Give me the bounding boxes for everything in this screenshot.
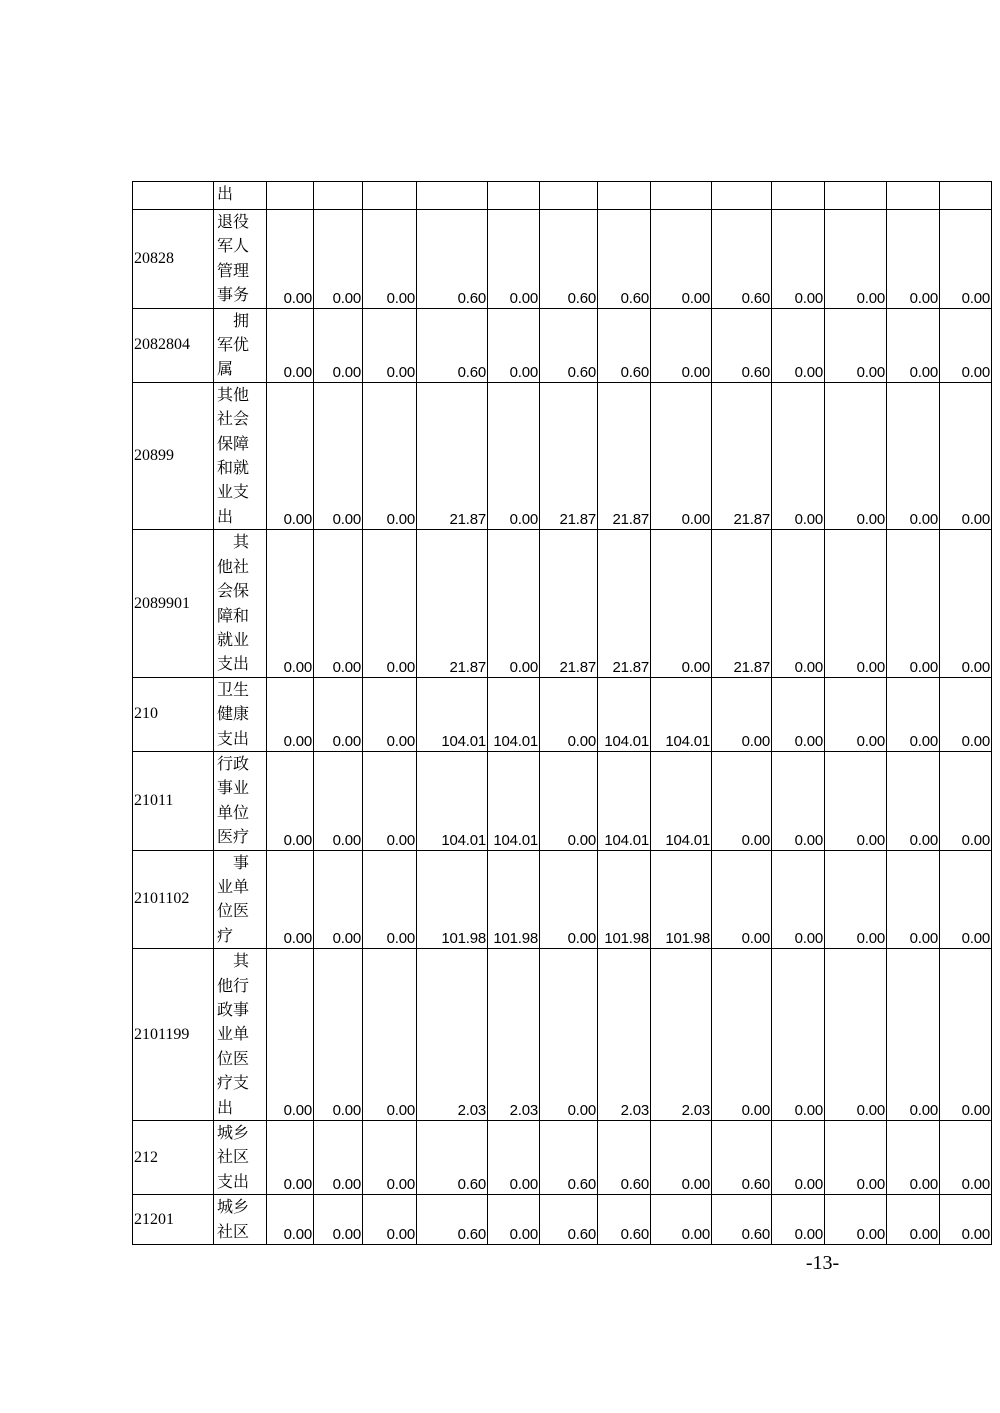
amount-cell: 21.87 bbox=[540, 382, 598, 529]
amount-cell: 0.60 bbox=[417, 1121, 488, 1195]
amount-cell: 21.87 bbox=[540, 530, 598, 677]
amount-cell: 0.00 bbox=[887, 751, 940, 850]
amount-cell: 0.00 bbox=[267, 677, 314, 751]
amount-cell: 0.00 bbox=[940, 751, 992, 850]
amount-cell bbox=[267, 182, 314, 210]
table-row bbox=[133, 1195, 992, 1245]
amount-cell: 0.60 bbox=[712, 1121, 772, 1195]
amount-cell: 0.00 bbox=[887, 382, 940, 529]
amount-cell: 2.03 bbox=[488, 949, 540, 1121]
subject-name-cell: 卫生健康支出 bbox=[214, 677, 267, 751]
amount-cell: 0.00 bbox=[540, 949, 598, 1121]
amount-cell: 104.01 bbox=[598, 751, 651, 850]
subject-code-cell: 2082804 bbox=[133, 308, 214, 382]
subject-name-cell: 拥军优属 bbox=[214, 308, 267, 382]
amount-cell: 0.00 bbox=[772, 850, 825, 949]
table-row bbox=[133, 308, 992, 382]
amount-cell: 0.00 bbox=[887, 850, 940, 949]
subject-code-cell: 2101199 bbox=[133, 949, 214, 1121]
amount-cell: 21.87 bbox=[598, 530, 651, 677]
amount-cell: 0.00 bbox=[825, 530, 887, 677]
table-row bbox=[133, 949, 992, 1121]
subject-name-cell: 事业单位医疗 bbox=[214, 850, 267, 949]
page-number: -13- bbox=[805, 1252, 840, 1274]
amount-cell bbox=[712, 182, 772, 210]
amount-cell: 0.00 bbox=[363, 850, 417, 949]
amount-cell: 0.60 bbox=[712, 308, 772, 382]
amount-cell: 0.60 bbox=[540, 1121, 598, 1195]
amount-cell: 0.00 bbox=[772, 1121, 825, 1195]
amount-cell bbox=[887, 182, 940, 210]
amount-cell: 21.87 bbox=[417, 530, 488, 677]
amount-cell: 101.98 bbox=[488, 850, 540, 949]
subject-name-cell: 城乡社区 bbox=[214, 1195, 267, 1245]
amount-cell: 0.00 bbox=[772, 382, 825, 529]
amount-cell: 0.00 bbox=[488, 308, 540, 382]
amount-cell bbox=[488, 182, 540, 210]
amount-cell: 0.00 bbox=[772, 210, 825, 309]
amount-cell: 0.00 bbox=[772, 1195, 825, 1245]
budget-expenditure-table bbox=[132, 181, 992, 1245]
amount-cell: 0.00 bbox=[363, 1195, 417, 1245]
amount-cell bbox=[540, 182, 598, 210]
amount-cell: 0.00 bbox=[314, 210, 363, 309]
amount-cell: 0.00 bbox=[267, 210, 314, 309]
amount-cell: 0.00 bbox=[940, 308, 992, 382]
amount-cell: 2.03 bbox=[651, 949, 712, 1121]
amount-cell: 0.00 bbox=[314, 530, 363, 677]
amount-cell: 0.00 bbox=[887, 210, 940, 309]
amount-cell: 0.00 bbox=[314, 1121, 363, 1195]
amount-cell: 0.60 bbox=[417, 308, 488, 382]
amount-cell: 0.00 bbox=[651, 308, 712, 382]
amount-cell: 104.01 bbox=[651, 751, 712, 850]
amount-cell: 0.00 bbox=[540, 677, 598, 751]
amount-cell: 0.00 bbox=[488, 382, 540, 529]
subject-code-cell: 20828 bbox=[133, 210, 214, 309]
amount-cell: 0.00 bbox=[772, 677, 825, 751]
amount-cell: 0.00 bbox=[363, 677, 417, 751]
amount-cell: 0.00 bbox=[940, 850, 992, 949]
amount-cell: 0.00 bbox=[712, 677, 772, 751]
subject-name-cell: 行政事业单位医疗 bbox=[214, 751, 267, 850]
amount-cell: 0.00 bbox=[314, 751, 363, 850]
amount-cell: 0.00 bbox=[314, 949, 363, 1121]
amount-cell bbox=[940, 182, 992, 210]
subject-name-cell: 其他行政事业单位医疗支出 bbox=[214, 949, 267, 1121]
amount-cell: 0.00 bbox=[887, 530, 940, 677]
amount-cell: 0.00 bbox=[267, 949, 314, 1121]
subject-name-cell: 其他社会保障和就业支出 bbox=[214, 530, 267, 677]
amount-cell: 0.00 bbox=[488, 210, 540, 309]
subject-code-cell: 210 bbox=[133, 677, 214, 751]
amount-cell: 0.00 bbox=[772, 530, 825, 677]
amount-cell: 101.98 bbox=[417, 850, 488, 949]
amount-cell: 0.00 bbox=[314, 308, 363, 382]
amount-cell: 0.00 bbox=[488, 1195, 540, 1245]
amount-cell: 0.00 bbox=[363, 949, 417, 1121]
table-row bbox=[133, 210, 992, 309]
amount-cell: 104.01 bbox=[651, 677, 712, 751]
amount-cell: 0.60 bbox=[540, 210, 598, 309]
subject-code-cell bbox=[133, 182, 214, 210]
amount-cell: 0.00 bbox=[363, 751, 417, 850]
table-row bbox=[133, 850, 992, 949]
amount-cell: 0.00 bbox=[887, 1195, 940, 1245]
table-row bbox=[133, 382, 992, 529]
amount-cell: 104.01 bbox=[417, 677, 488, 751]
amount-cell: 0.60 bbox=[417, 1195, 488, 1245]
amount-cell: 0.00 bbox=[887, 949, 940, 1121]
amount-cell bbox=[772, 182, 825, 210]
table-row bbox=[133, 182, 992, 210]
amount-cell: 0.60 bbox=[598, 1195, 651, 1245]
amount-cell: 0.00 bbox=[825, 1121, 887, 1195]
amount-cell: 0.00 bbox=[940, 530, 992, 677]
amount-cell: 0.00 bbox=[940, 210, 992, 309]
amount-cell: 0.00 bbox=[712, 751, 772, 850]
amount-cell: 2.03 bbox=[417, 949, 488, 1121]
amount-cell: 0.00 bbox=[772, 949, 825, 1121]
amount-cell: 101.98 bbox=[598, 850, 651, 949]
amount-cell: 0.00 bbox=[825, 850, 887, 949]
amount-cell: 0.00 bbox=[267, 850, 314, 949]
amount-cell: 104.01 bbox=[417, 751, 488, 850]
amount-cell: 0.00 bbox=[267, 530, 314, 677]
amount-cell: 0.00 bbox=[488, 1121, 540, 1195]
amount-cell: 104.01 bbox=[488, 751, 540, 850]
amount-cell: 0.00 bbox=[825, 382, 887, 529]
amount-cell: 0.00 bbox=[267, 1121, 314, 1195]
amount-cell: 0.00 bbox=[314, 850, 363, 949]
amount-cell: 0.00 bbox=[651, 1121, 712, 1195]
subject-name-cell: 退役军人管理事务 bbox=[214, 210, 267, 309]
amount-cell: 0.00 bbox=[825, 1195, 887, 1245]
amount-cell: 0.00 bbox=[940, 1121, 992, 1195]
amount-cell: 0.00 bbox=[825, 751, 887, 850]
amount-cell: 0.00 bbox=[651, 530, 712, 677]
amount-cell bbox=[651, 182, 712, 210]
amount-cell: 0.00 bbox=[540, 850, 598, 949]
amount-cell: 0.00 bbox=[363, 530, 417, 677]
amount-cell: 0.00 bbox=[363, 210, 417, 309]
amount-cell: 0.60 bbox=[540, 1195, 598, 1245]
amount-cell bbox=[825, 182, 887, 210]
amount-cell: 21.87 bbox=[598, 382, 651, 529]
amount-cell: 0.00 bbox=[267, 1195, 314, 1245]
amount-cell: 0.00 bbox=[267, 751, 314, 850]
amount-cell: 0.60 bbox=[417, 210, 488, 309]
table-body bbox=[133, 182, 992, 1245]
amount-cell: 0.60 bbox=[598, 210, 651, 309]
table-row bbox=[133, 751, 992, 850]
table-row bbox=[133, 677, 992, 751]
amount-cell: 0.00 bbox=[825, 308, 887, 382]
amount-cell: 0.00 bbox=[712, 850, 772, 949]
subject-code-cell: 20899 bbox=[133, 382, 214, 529]
amount-cell bbox=[417, 182, 488, 210]
amount-cell: 0.00 bbox=[772, 308, 825, 382]
amount-cell: 0.00 bbox=[887, 1121, 940, 1195]
subject-code-cell: 21201 bbox=[133, 1195, 214, 1245]
amount-cell: 0.00 bbox=[825, 949, 887, 1121]
amount-cell: 101.98 bbox=[651, 850, 712, 949]
amount-cell: 0.00 bbox=[651, 1195, 712, 1245]
amount-cell: 0.00 bbox=[772, 751, 825, 850]
subject-code-cell: 2101102 bbox=[133, 850, 214, 949]
amount-cell: 0.60 bbox=[712, 210, 772, 309]
amount-cell: 0.00 bbox=[651, 382, 712, 529]
amount-cell: 0.60 bbox=[598, 308, 651, 382]
amount-cell: 0.00 bbox=[267, 382, 314, 529]
amount-cell: 0.60 bbox=[540, 308, 598, 382]
subject-code-cell: 21011 bbox=[133, 751, 214, 850]
amount-cell: 21.87 bbox=[417, 382, 488, 529]
amount-cell: 21.87 bbox=[712, 530, 772, 677]
amount-cell: 0.60 bbox=[712, 1195, 772, 1245]
table-row bbox=[133, 1121, 992, 1195]
amount-cell: 0.00 bbox=[314, 382, 363, 529]
amount-cell: 0.00 bbox=[363, 1121, 417, 1195]
amount-cell: 0.00 bbox=[825, 210, 887, 309]
amount-cell: 0.00 bbox=[540, 751, 598, 850]
subject-code-cell: 212 bbox=[133, 1121, 214, 1195]
amount-cell: 0.00 bbox=[940, 949, 992, 1121]
amount-cell: 0.60 bbox=[598, 1121, 651, 1195]
amount-cell: 104.01 bbox=[598, 677, 651, 751]
amount-cell: 0.00 bbox=[488, 530, 540, 677]
amount-cell bbox=[314, 182, 363, 210]
amount-cell: 0.00 bbox=[712, 949, 772, 1121]
amount-cell: 0.00 bbox=[314, 677, 363, 751]
amount-cell: 0.00 bbox=[363, 382, 417, 529]
amount-cell: 0.00 bbox=[267, 308, 314, 382]
amount-cell: 0.00 bbox=[940, 382, 992, 529]
amount-cell: 0.00 bbox=[825, 677, 887, 751]
amount-cell: 0.00 bbox=[940, 1195, 992, 1245]
amount-cell: 21.87 bbox=[712, 382, 772, 529]
amount-cell: 0.00 bbox=[314, 1195, 363, 1245]
amount-cell: 104.01 bbox=[488, 677, 540, 751]
subject-name-cell: 城乡社区支出 bbox=[214, 1121, 267, 1195]
table-row bbox=[133, 530, 992, 677]
subject-name-cell: 其他社会保障和就业支出 bbox=[214, 382, 267, 529]
amount-cell: 0.00 bbox=[363, 308, 417, 382]
amount-cell: 0.00 bbox=[940, 677, 992, 751]
amount-cell: 0.00 bbox=[887, 308, 940, 382]
amount-cell: 0.00 bbox=[887, 677, 940, 751]
amount-cell bbox=[598, 182, 651, 210]
amount-cell bbox=[363, 182, 417, 210]
subject-name-cell: 出 bbox=[214, 182, 267, 210]
subject-code-cell: 2089901 bbox=[133, 530, 214, 677]
amount-cell: 0.00 bbox=[651, 210, 712, 309]
amount-cell: 2.03 bbox=[598, 949, 651, 1121]
